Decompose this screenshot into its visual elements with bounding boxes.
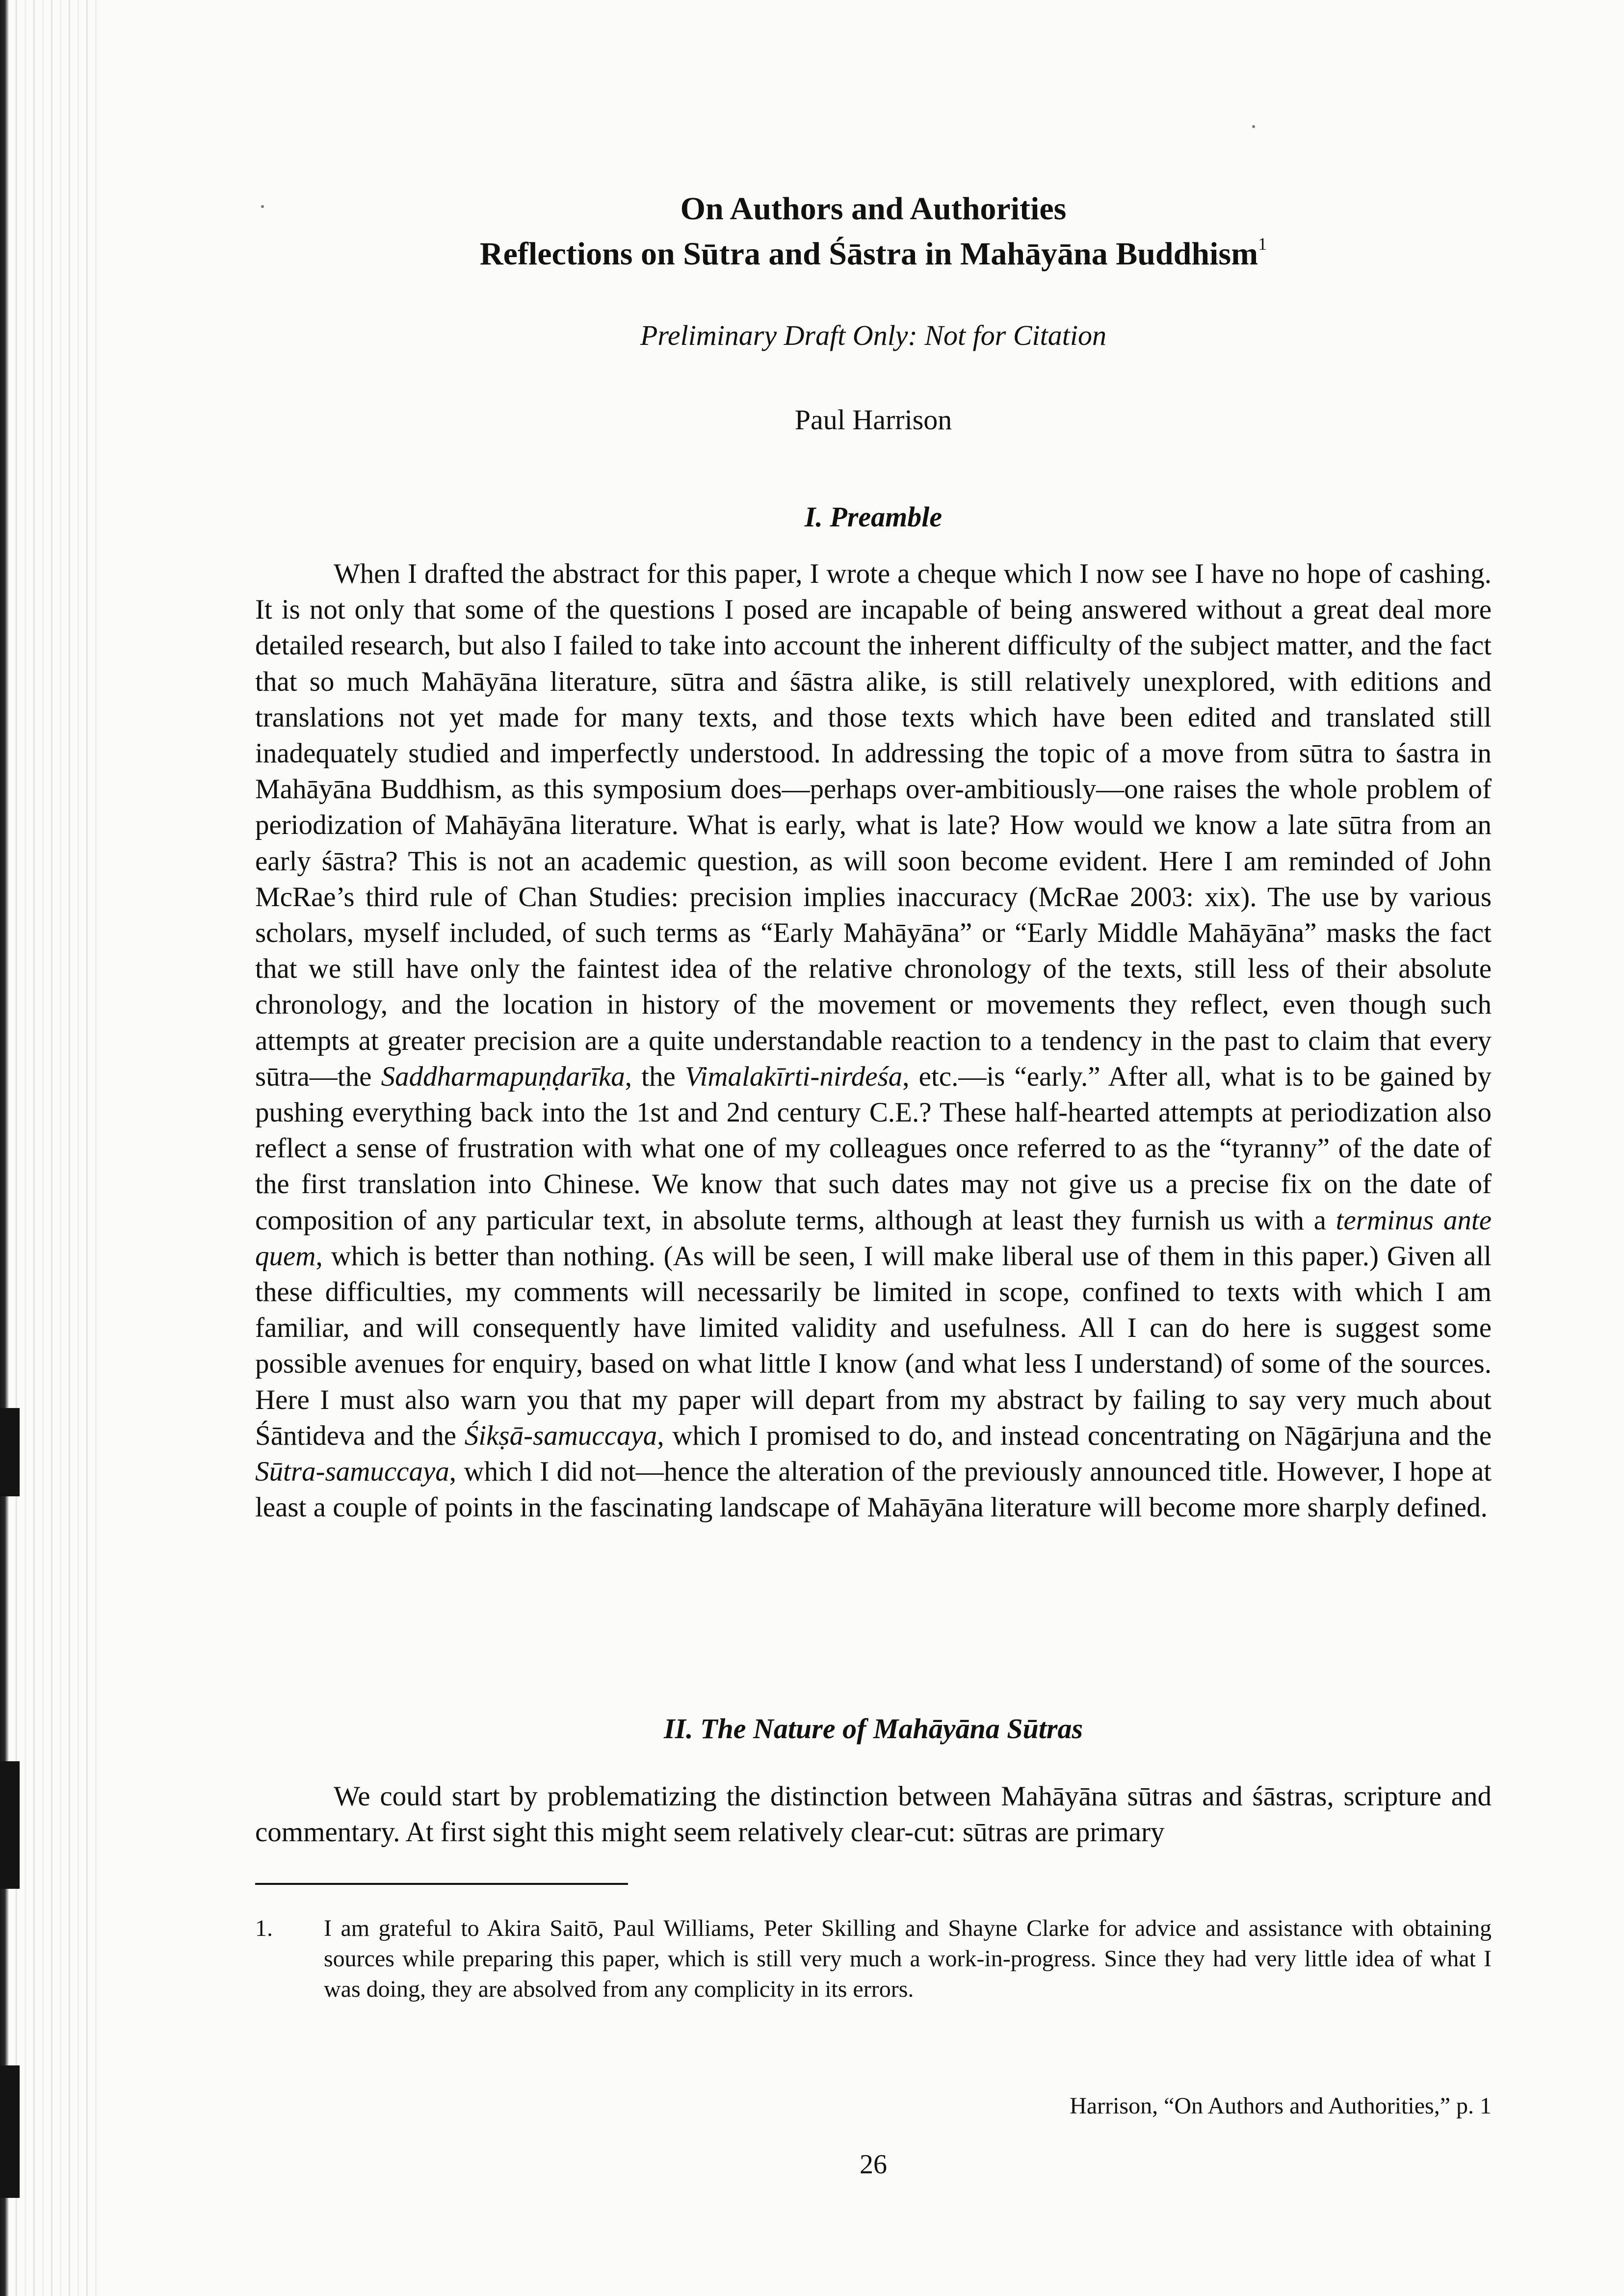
text-run: , which I promised to do, and instead concentrating on Nāgārjuna and the	[657, 1420, 1492, 1451]
footnote-text: I am grateful to Akira Saitō, Paul Williams, Peter Skilling and Shayne Clarke for advice and assistance with obtaining sources while preparing this paper, which is still very much a work-in-progress. Since they had very little idea of what I was doing, they are absolved from any complicity in its errors.	[324, 1915, 1492, 2002]
title-line-1: On Authors and Authorities	[680, 191, 1067, 227]
binding-mark	[0, 2065, 20, 2198]
title-saddharmapundarika: Saddharmapuṇḍarīka	[381, 1061, 625, 1092]
text-run: , etc.—is “early.” After all, what is to be gained by pushing everything back into the 1st and 2nd century C.E.? These half-hearted attempts at periodization also reflect a sense of frustration with what one of my colleagues once referred to as the “tyranny” of the date of the first translation into Chinese. We know that such dates may not give us a precise fix on the date of composition of any particular text, in absolute terms, although at least they furnish us with a	[255, 1061, 1492, 1236]
author-name: Paul Harrison	[794, 404, 952, 436]
title-footnote-marker[interactable]: 1	[1258, 234, 1267, 254]
footnote-1	[255, 1913, 1492, 2005]
text-run: When I drafted the abstract for this paper, I wrote a cheque which I now see I have no hope of cashing. It is not only that some of the questions I posed are incapable of being answered without a great deal more detailed research, but also I failed to take into account the inherent difficulty of the subject matter, and the fact that so much Mahāyāna literature, sūtra and śāstra alike, is still relatively unexplored, with editions and translations not yet made for many texts, and those texts which have been edited and translated still inadequately studied and imperfectly understood. In addressing the topic of a move from sūtra to śastra in Mahāyāna Buddhism, as this symposium does—perhaps over-ambitiously—one raises the whole problem of periodization of Mahāyāna literature. What is early, what is late? How would we know a late sūtra from an early śāstra? This is not an academic question, as will soon become evident. Here I am reminded of John McRae’s third rule of Chan Studies: precision implies inaccuracy (McRae 2003: xix). The use by various scholars, myself included, of such terms as “Early Mahāyāna” or “Early Middle Mahāyāna” masks the fact that we still have only the faintest idea of the relative chronology of the texts, still less of their absolute chronology, and the location in history of the movement or movements they reflect, even though such attempts at greater precision are a quite understandable reaction to a tendency in the past to claim that every sūtra—the	[255, 558, 1492, 1092]
section-heading-nature-of-sutras: II. The Nature of Mahāyāna Sūtras	[663, 1713, 1083, 1745]
paper-title	[255, 186, 1492, 277]
binding-mark	[0, 1761, 20, 1889]
running-footer: Harrison, “On Authors and Authorities,” p. 1	[1070, 2093, 1492, 2119]
text-run: , which is better than nothing. (As will be seen, I will make liberal use of them in this paper.) Given all these difficulties, my comments will necessarily be limited in scope, confined to texts with which I am familiar, and will consequently have limited validity and usefulness. All I can do here is suggest some possible avenues for enquiry, based on what little I know (and what less I understand) of some of the sources. Here I must also warn you that my paper will depart from my abstract by failing to say very much about Śāntideva and the	[255, 1240, 1492, 1451]
footnote-separator	[255, 1883, 628, 1885]
title-siksa-samuccaya: Śikṣā-samuccaya	[464, 1420, 657, 1451]
page-number: 26	[860, 2149, 887, 2180]
title-sutra-samuccaya: Sūtra-samuccaya	[255, 1456, 449, 1487]
text-run: , which I did not—hence the alteration of the previously announced title. However, I hope at least a couple of points in the fascinating landscape of Mahāyāna literature will become more sharply defined.	[255, 1456, 1492, 1523]
section-heading-preamble: I. Preamble	[804, 501, 943, 533]
binding-edge-bar	[0, 0, 9, 2296]
paragraph-nature-of-sutras	[255, 1778, 1492, 1850]
title-vimalakirti-nirdesa: Vimalakīrti-nirdeśa	[684, 1061, 903, 1092]
paragraph-preamble	[255, 556, 1492, 1525]
text-run: , the	[625, 1061, 685, 1092]
title-line-2-text: Reflections on Sūtra and Śāstra in Mahāyāna Buddhism	[479, 236, 1258, 272]
binding-mark	[0, 1408, 20, 1496]
title-line-2	[255, 232, 1492, 277]
footnote-number: 1.	[255, 1915, 273, 1941]
binding-edge-shadow	[0, 0, 103, 2296]
scan-speck	[1252, 125, 1255, 128]
text-run: We could start by problematizing the distinction between Mahāyāna sūtras and śāstras, scripture and commentary. At first sight this might seem relatively clear-cut: sūtras are primary	[255, 1781, 1492, 1848]
term-terminus-ante-quem: terminus ante quem	[255, 1204, 1492, 1272]
draft-note: Preliminary Draft Only: Not for Citation	[640, 319, 1106, 351]
